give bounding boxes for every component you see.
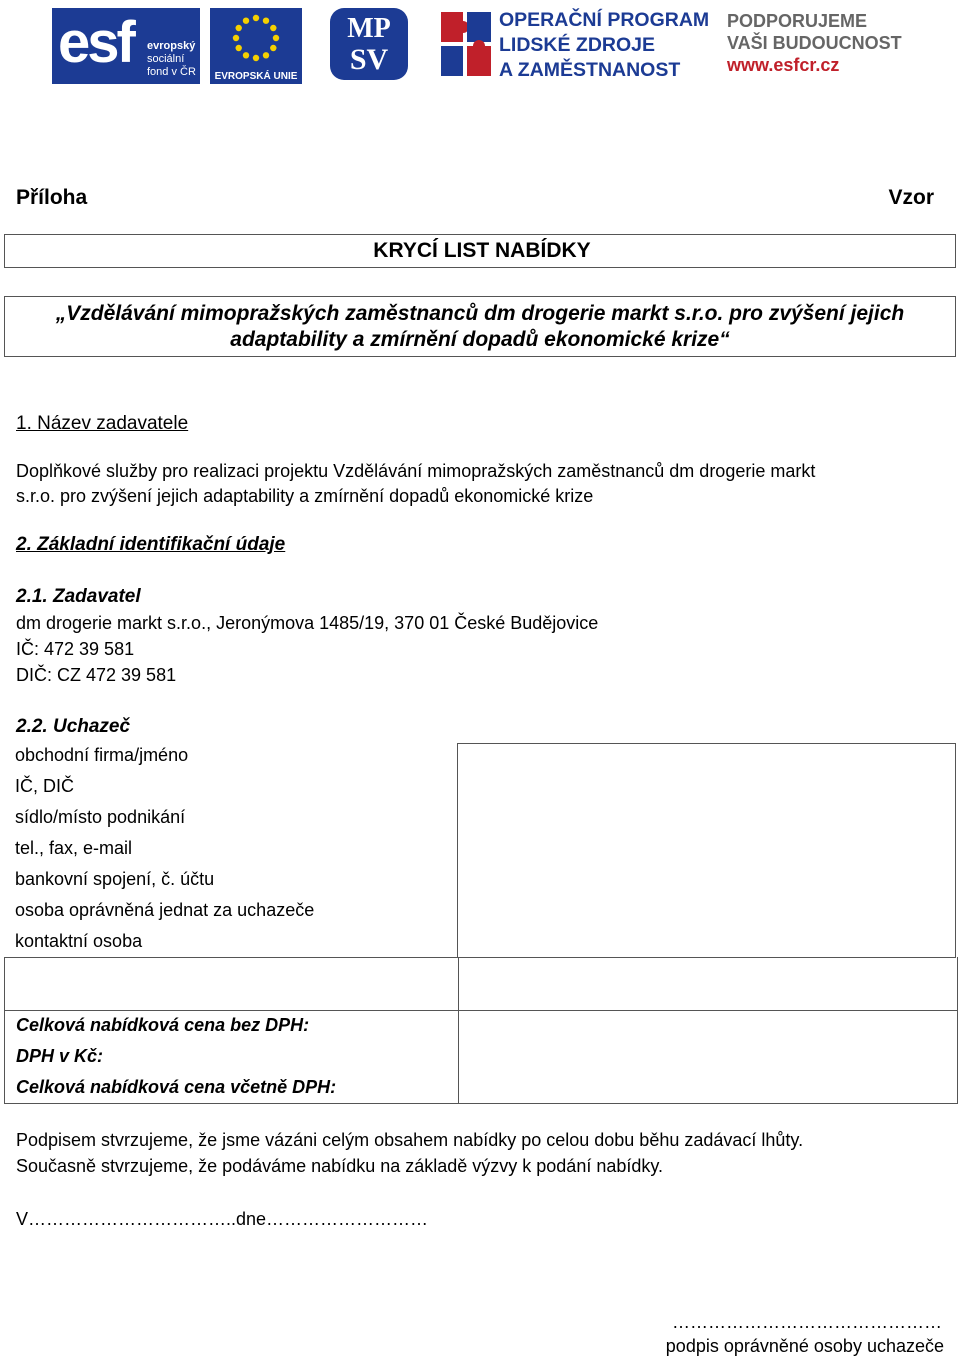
contracting-authority-ic: IČ: 472 39 581	[16, 639, 135, 659]
table-column-divider	[457, 743, 458, 957]
project-name-line2: adaptability a zmírnění dopadů ekonomické krize“	[230, 328, 730, 351]
bidder-info-table	[4, 743, 956, 958]
project-name	[5, 297, 955, 353]
bidder-row-company-name: obchodní firma/jméno	[15, 745, 189, 765]
esf-logo-mark: esf	[58, 10, 133, 75]
bidder-row-contact-channels: tel., fax, e-mail	[15, 838, 133, 858]
mpsv-logo	[330, 8, 410, 82]
price-without-vat-label: Celková nabídková cena bez DPH:	[16, 1015, 310, 1035]
bidder-row-bank-account: bankovní spojení, č. účtu	[15, 869, 215, 889]
eu-stars-icon	[210, 8, 302, 70]
vat-amount-label: DPH v Kč:	[16, 1046, 104, 1066]
op-logo-line2: LIDSKÉ ZDROJE	[499, 34, 656, 56]
section-2-2-heading: 2.2. Uchazeč	[16, 716, 131, 737]
mpsv-logo-line1: MP	[347, 13, 391, 44]
project-name-line1: „Vzdělávání mimopražských zaměstnanců dm drogerie markt s.r.o. pro zvýšení jejich	[55, 302, 905, 325]
price-row-divider	[5, 1010, 957, 1011]
table-top-border	[457, 743, 956, 744]
price-with-vat-label: Celková nabídková cena včetně DPH:	[16, 1077, 337, 1097]
template-label: Vzor	[888, 186, 934, 209]
pvb-logo-line1: PODPORUJEME	[727, 11, 868, 31]
esf-caption-line2: sociální	[147, 53, 185, 65]
title-box	[4, 234, 956, 268]
esf-logo	[52, 8, 202, 84]
signature-line: ………………………………………	[672, 1312, 942, 1332]
section-2-heading: 2. Základní identifikační údaje	[16, 534, 286, 555]
contracting-authority-dic: DIČ: CZ 472 39 581	[16, 665, 177, 685]
op-logo-text	[499, 8, 709, 83]
price-column-divider	[458, 957, 459, 1103]
price-table	[4, 957, 958, 1104]
eu-logo	[210, 8, 302, 84]
mpsv-logo-line2: SV	[349, 43, 389, 76]
signature-label: podpis oprávněné osoby uchazeče	[665, 1336, 944, 1356]
op-logo-line1: OPERAČNÍ PROGRAM	[499, 9, 710, 31]
bidder-row-address: sídlo/místo podnikání	[15, 807, 186, 827]
esf-caption-line1: evropský	[147, 40, 196, 52]
op-logo-line3: A ZAMĚSTNANOST	[499, 59, 681, 81]
section-1-text-line1: Doplňkové služby pro realizaci projektu Vzdělávání mimopražských zaměstnanců dm drogerie markt	[16, 461, 816, 481]
statement-line2: Současně stvrzujeme, že podáváme nabídku na základě výzvy k podání nabídky.	[16, 1156, 664, 1176]
pvb-logo-line2: VAŠI BUDOUCNOST	[727, 33, 902, 53]
esf-logo-caption	[147, 40, 196, 79]
section-1-heading: 1. Název zadavatele	[16, 413, 189, 434]
place-date-field: V……………………………..dne………………………	[16, 1209, 429, 1229]
esf-caption-line3: fond v ČR	[147, 66, 196, 78]
op-lzz-logo	[437, 6, 710, 86]
eu-flag-icon	[210, 8, 302, 70]
podporujeme-logo	[727, 10, 917, 90]
project-box	[4, 296, 956, 357]
puzzle-icon	[437, 8, 495, 82]
section-2-1-heading: 2.1. Zadavatel	[16, 586, 141, 607]
document-title: KRYCÍ LIST NABÍDKY	[373, 239, 591, 262]
section-1-text-line2: s.r.o. pro zvýšení jejich adaptability a zmírnění dopadů ekonomické krize	[16, 486, 594, 506]
bidder-row-ic-dic: IČ, DIČ	[15, 776, 75, 796]
statement-line1: Podpisem stvrzujeme, že jsme vázáni celým obsahem nabídky po celou dobu běhu zadávací lhůty.	[16, 1130, 804, 1150]
esfcr-url-link[interactable]: www.esfcr.cz	[727, 55, 840, 75]
table-right-border	[955, 743, 956, 957]
attachment-label: Příloha	[16, 186, 88, 209]
contracting-authority-address: dm drogerie markt s.r.o., Jeronýmova 1485/19, 370 01 České Budějovice	[16, 613, 599, 633]
bidder-row-authorized-person: osoba oprávněná jednat za uchazeče	[15, 900, 315, 920]
bidder-row-contact-person: kontaktní osoba	[15, 931, 143, 951]
eu-logo-label: EVROPSKÁ UNIE	[210, 70, 302, 84]
